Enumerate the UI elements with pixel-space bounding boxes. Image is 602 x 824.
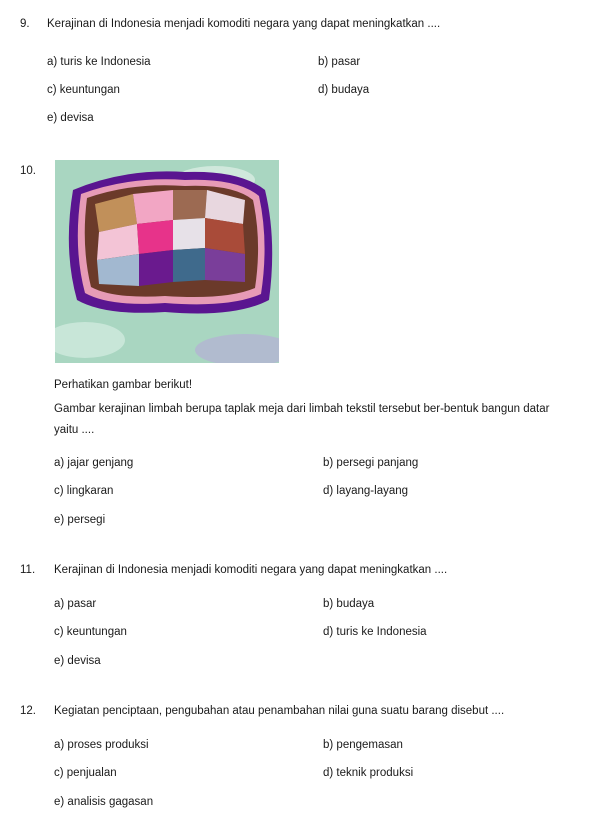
question-11-option-e[interactable]: e) devisa bbox=[54, 655, 101, 667]
question-9-option-e[interactable]: e) devisa bbox=[47, 112, 94, 124]
question-12-option-c[interactable]: c) penjualan bbox=[54, 767, 117, 779]
question-12-text: Kegiatan penciptaan, pengubahan atau penambahan nilai guna suatu barang disebut .... bbox=[54, 705, 505, 717]
question-11-text: Kerajinan di Indonesia menjadi komoditi negara yang dapat meningkatkan .... bbox=[54, 564, 448, 576]
question-10-option-e[interactable]: e) persegi bbox=[54, 514, 106, 526]
question-12-option-e[interactable]: e) analisis gagasan bbox=[54, 796, 154, 808]
question-10-option-c[interactable]: c) lingkaran bbox=[54, 485, 114, 497]
question-9-text: Kerajinan di Indonesia menjadi komoditi negara yang dapat meningkatkan .... bbox=[47, 18, 441, 30]
patchwork-tablecloth-image bbox=[55, 160, 279, 363]
question-10-text-line-2: yaitu .... bbox=[54, 424, 95, 436]
question-11-option-b[interactable]: b) budaya bbox=[323, 598, 375, 610]
question-9-option-c[interactable]: c) keuntungan bbox=[47, 84, 120, 96]
question-9-option-d[interactable]: d) budaya bbox=[318, 84, 370, 96]
question-12-number: 12. bbox=[20, 705, 36, 717]
question-10-option-b[interactable]: b) persegi panjang bbox=[323, 457, 419, 469]
question-12-option-a[interactable]: a) proses produksi bbox=[54, 739, 149, 751]
question-10-option-a[interactable]: a) jajar genjang bbox=[54, 457, 134, 469]
question-9-number: 9. bbox=[20, 18, 30, 30]
question-10-text-line-1: Gambar kerajinan limbah berupa taplak meja dari limbah tekstil tersebut ber-bentuk bangun datar bbox=[54, 403, 550, 415]
question-10-number: 10. bbox=[20, 165, 36, 177]
question-10-option-d[interactable]: d) layang-layang bbox=[323, 485, 409, 497]
question-10-instruction: Perhatikan gambar berikut! bbox=[54, 379, 193, 391]
question-11-option-c[interactable]: c) keuntungan bbox=[54, 626, 127, 638]
question-12-option-d[interactable]: d) teknik produksi bbox=[323, 767, 414, 779]
question-11-option-a[interactable]: a) pasar bbox=[54, 598, 97, 610]
question-11-number: 11. bbox=[20, 564, 36, 576]
question-9-option-b[interactable]: b) pasar bbox=[318, 56, 361, 68]
question-11-option-d[interactable]: d) turis ke Indonesia bbox=[323, 626, 427, 638]
question-12-option-b[interactable]: b) pengemasan bbox=[323, 739, 403, 751]
question-9-option-a[interactable]: a) turis ke Indonesia bbox=[47, 56, 151, 68]
